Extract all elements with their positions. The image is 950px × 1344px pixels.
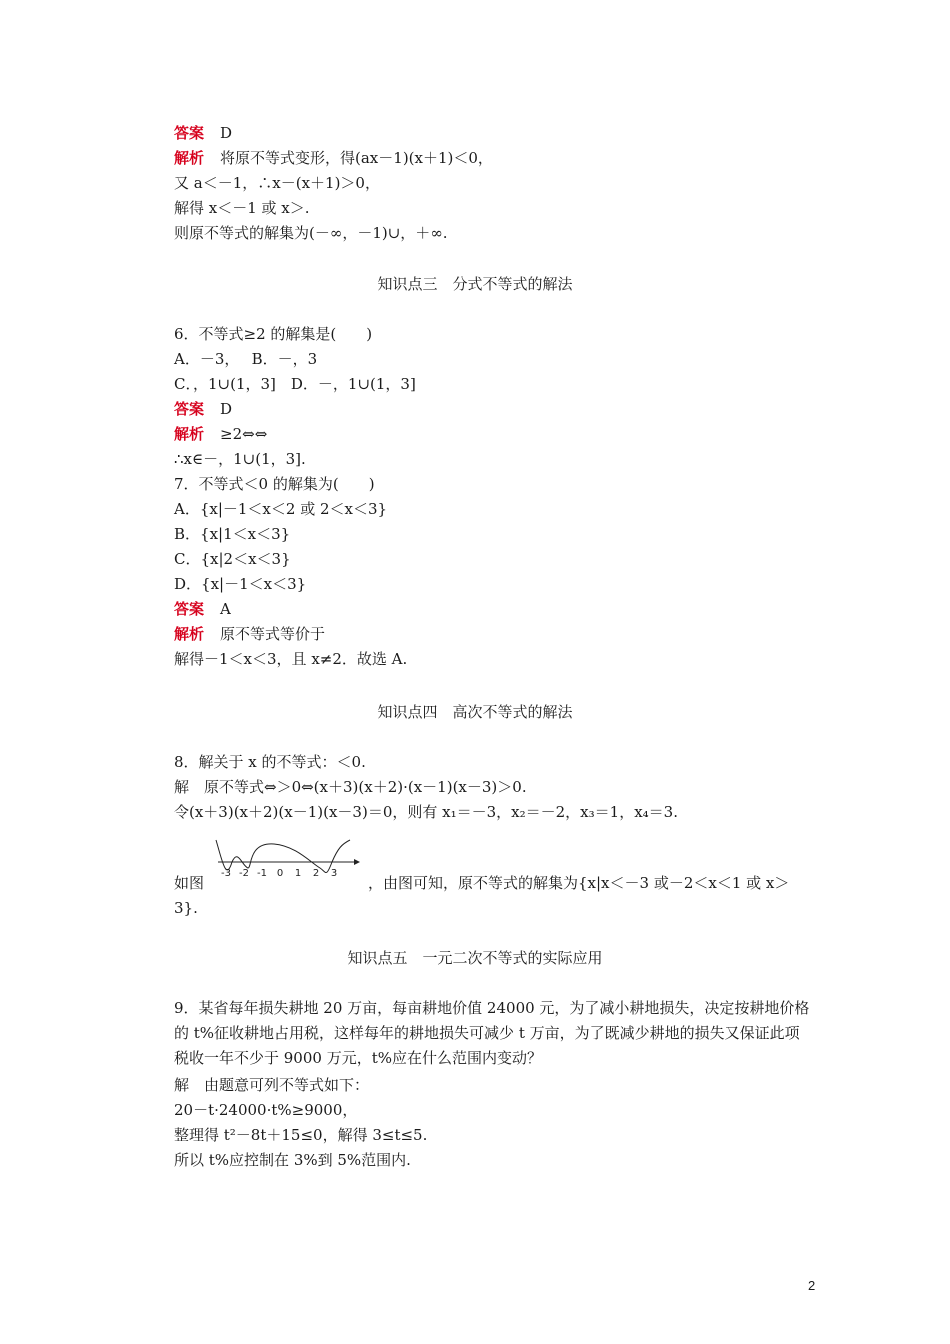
section-heading: 知识点三 分式不等式的解法 bbox=[377, 275, 573, 293]
tick-label: 1 bbox=[294, 868, 302, 879]
answer-tag: 答案 bbox=[174, 400, 205, 418]
section-heading: 知识点四 高次不等式的解法 bbox=[377, 703, 573, 721]
answer-value: D bbox=[220, 124, 233, 142]
option-b: B．{x|1＜x＜3} bbox=[174, 525, 291, 543]
option-a: A．{x|－1＜x＜2 或 2＜x＜3} bbox=[174, 500, 388, 518]
arrow-head bbox=[354, 859, 360, 865]
question-stem: 6．不等式≥2 的解集是( ) bbox=[174, 325, 373, 343]
text-line: 如图 bbox=[174, 874, 205, 892]
tick-label: -2 bbox=[239, 868, 249, 879]
option-c: C．{x|2＜x＜3} bbox=[174, 550, 291, 568]
tick-label: -1 bbox=[257, 868, 267, 879]
question-stem: 8．解关于 x 的不等式：＜0. bbox=[174, 753, 366, 771]
text-line: 解得 x＜－1 或 x＞. bbox=[174, 199, 310, 217]
tick-label: 3 bbox=[330, 868, 338, 879]
text-line: 则原不等式的解集为(－∞，－1)∪，＋∞. bbox=[174, 224, 448, 242]
tick-label: -3 bbox=[221, 868, 231, 879]
text-line: 解得－1＜x＜3，且 x≠2．故选 A. bbox=[174, 650, 408, 668]
question-options: C．，1∪(1，3] D．－，1∪(1，3] bbox=[174, 375, 416, 393]
analysis-text: ≥2⇔⇔ bbox=[220, 425, 268, 443]
answer-line bbox=[174, 399, 232, 419]
answer-tag: 答案 bbox=[174, 124, 205, 142]
analysis-text: 将原不等式变形，得(ax－1)(x＋1)＜0， bbox=[220, 149, 493, 167]
option-d: D．{x|－1＜x＜3} bbox=[174, 575, 307, 593]
answer-tag: 答案 bbox=[174, 600, 205, 618]
answer-value: A bbox=[220, 600, 231, 618]
page-number: 2 bbox=[808, 1278, 816, 1293]
analysis-tag: 解析 bbox=[174, 625, 205, 643]
text-line: 解 由题意可列不等式如下： bbox=[174, 1076, 370, 1094]
text-line: 整理得 t²－8t＋15≤0，解得 3≤t≤5. bbox=[174, 1126, 428, 1144]
section-heading: 知识点五 一元二次不等式的实际应用 bbox=[347, 949, 603, 967]
analysis-line bbox=[174, 624, 325, 644]
text-line: ，由图可知，原不等式的解集为{x|x＜－3 或－2＜x＜1 或 x＞ bbox=[368, 874, 790, 892]
question-stem: 9．某省每年损失耕地 20 万亩，每亩耕地价值 24000 元，为了减小耕地损失，决定按耕地价格的 t%征收耕地占用税，这样每年的耕地损失可减少 t 万亩，为了既减少耕地的损失又保证此项税收一年不少于 9000 万元，t%应在什么范围内变动？ bbox=[174, 999, 810, 1067]
tick-label: 2 bbox=[312, 868, 320, 879]
text-line: 解 原不等式⇔＞0⇔(x＋3)(x＋2)·(x－1)(x－3)＞0. bbox=[174, 778, 527, 796]
text-line: 又 a＜－1，∴x－(x＋1)＞0， bbox=[174, 174, 380, 192]
analysis-tag: 解析 bbox=[174, 425, 205, 443]
analysis-text: 原不等式等价于 bbox=[220, 625, 326, 643]
question-options: A．－3， B．－，3 bbox=[174, 350, 318, 368]
text-line: 3}. bbox=[174, 899, 198, 917]
tick-label: 0 bbox=[276, 868, 284, 879]
analysis-line bbox=[174, 424, 267, 444]
sign-diagram-figure bbox=[214, 838, 360, 886]
analysis-tag: 解析 bbox=[174, 149, 205, 167]
answer-value: D bbox=[220, 400, 233, 418]
answer-line bbox=[174, 123, 232, 143]
question-stem: 7．不等式＜0 的解集为( ) bbox=[174, 475, 375, 493]
text-line: ∴x∈－，1∪(1，3]. bbox=[174, 450, 306, 468]
answer-line bbox=[174, 599, 231, 619]
analysis-line bbox=[174, 148, 493, 168]
text-line: 所以 t%应控制在 3%到 5%范围内. bbox=[174, 1151, 411, 1169]
text-line: 20－t·24000·t%≥9000， bbox=[174, 1101, 358, 1119]
text-line: 令(x＋3)(x＋2)(x－1)(x－3)＝0，则有 x₁＝－3，x₂＝－2，x₃＝1，x₄＝3. bbox=[174, 803, 678, 821]
